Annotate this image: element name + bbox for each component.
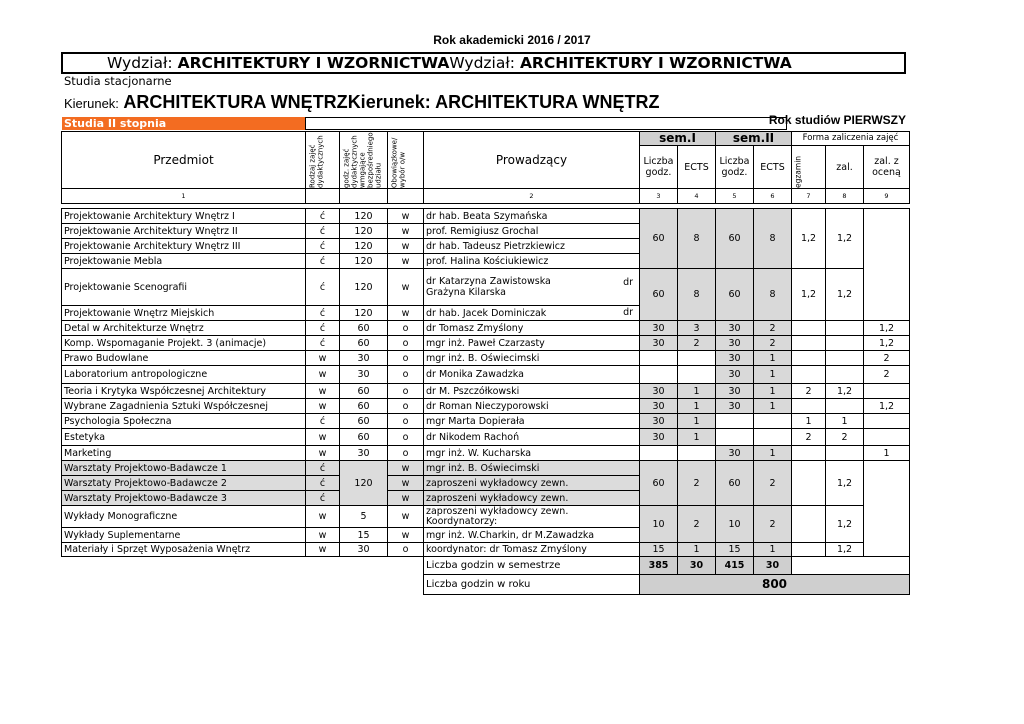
type: ć [306,414,340,429]
lecturer [424,269,640,306]
field-value-2: ARCHITEKTURA WNĘTRZ [435,92,660,112]
hours: 120 [340,239,388,254]
type: ć [306,476,340,491]
table-row [62,429,910,446]
type: w [306,351,340,366]
subject: Warsztaty Projektowo-Badawcze 2 [62,476,306,491]
lecturer-line-1: dr hab. Jacek Dominiczak [426,307,547,319]
academic-year: Rok akademicki 2016 / 2017 [433,33,591,47]
exam [792,461,826,506]
study-mode: Studia stacjonarne [64,74,172,88]
mandatory: o [388,366,424,384]
subject: Laboratorium antropologiczne [62,366,306,384]
subject: Wybrane Zagadnienia Sztuki Współczesnej [62,399,306,414]
subject: Projektowanie Mebla [62,254,306,269]
exam [792,321,826,336]
sem2-ects: 2 [754,461,792,506]
mandatory: w [388,476,424,491]
lecturer: dr Tomasz Zmyślony [424,321,640,336]
type: ć [306,209,340,224]
exam: 1,2 [792,269,826,321]
sem1-hours: 15 [640,543,678,557]
mandatory: w [388,224,424,239]
subject: Projektowanie Wnętrz Miejskich [62,306,306,321]
mandatory: o [388,429,424,446]
sem1-total-ects: 30 [678,557,716,575]
credit: 1,2 [826,543,864,557]
curriculum-table [61,131,910,595]
sem1-ects: 8 [678,209,716,269]
sem1-hours: 60 [640,209,678,269]
lecturer: mgr Marta Dopierała [424,414,640,429]
exam: 1 [792,414,826,429]
sem2-ects: 1 [754,366,792,384]
sem1-hours: 30 [640,321,678,336]
sem1-hours: 60 [640,461,678,506]
subject: Prawo Budowlane [62,351,306,366]
sem2-hours: 30 [716,351,754,366]
exam [792,336,826,351]
subject: Detal w Architekturze Wnętrz [62,321,306,336]
sem1-hours [640,446,678,461]
mandatory: w [388,209,424,224]
type: ć [306,321,340,336]
header-forma: Forma zaliczenia zajęć [792,132,910,146]
lecturer: dr Roman Nieczyporowski [424,399,640,414]
sem2-hours: 30 [716,336,754,351]
sem1-hours: 10 [640,506,678,543]
header-sem2: sem.II [716,132,792,146]
header-liczba2: Liczba godz. [716,146,754,189]
degree-level-box [305,117,787,130]
sem2-ects: 1 [754,446,792,461]
type: ć [306,336,340,351]
lecturer: mgr inż. W. Kucharska [424,446,640,461]
lecturer: mgr inż. B. Oświecimski [424,461,640,476]
sem2-ects: 1 [754,384,792,399]
hours: 120 [340,306,388,321]
sem1-hours: 30 [640,384,678,399]
sem1-ects: 2 [678,506,716,543]
sem2-hours: 15 [716,543,754,557]
table-row [62,384,910,399]
graded-credit: 1,2 [864,321,910,336]
sem1-ects: 1 [678,384,716,399]
type: w [306,446,340,461]
mandatory: w [388,461,424,476]
sem2-ects: 8 [754,269,792,321]
mandatory: o [388,414,424,429]
type: w [306,543,340,557]
mandatory: o [388,384,424,399]
credit: 1,2 [826,506,864,543]
header-ects1: ECTS [678,146,716,189]
header-zal: zal. [826,146,864,189]
exam: 2 [792,384,826,399]
graded-credit: 1,2 [864,336,910,351]
header-zal-ocena: zal. z oceną [864,146,910,189]
header-liczba1: Liczba godz. [640,146,678,189]
type: ć [306,491,340,506]
mandatory: w [388,528,424,543]
credit [826,399,864,414]
subject: Komp. Wspomaganie Projekt. 3 (animacje) [62,336,306,351]
lecturer-line-2: Koordynatorzy: [426,515,498,527]
faculty-header [61,52,906,74]
subject: Psychologia Społeczna [62,414,306,429]
degree-level: Studia II stopnia [62,117,305,130]
credit [826,351,864,366]
graded-credit: 1 [864,446,910,461]
faculty-label-2: Wydział: [449,54,515,72]
table-row [62,269,910,306]
hours: 60 [340,336,388,351]
lecturer [424,506,640,528]
sem1-ects: 1 [678,543,716,557]
header-prowadzacy: Prowadzący [424,132,640,189]
sem2-hours: 60 [716,461,754,506]
mandatory: o [388,446,424,461]
sem1-ects: 8 [678,269,716,321]
year-total-label: Liczba godzin w roku [424,575,640,595]
sem2-ects: 1 [754,351,792,366]
mandatory: w [388,269,424,306]
sem2-ects: 2 [754,321,792,336]
sem1-hours: 30 [640,399,678,414]
hours: 120 [340,461,388,506]
credit: 1,2 [826,209,864,269]
sem2-ects: 1 [754,543,792,557]
table-row [62,209,910,224]
header-przedmiot: Przedmiot [62,132,306,189]
year-total-hours: 800 [640,575,910,595]
hours: 60 [340,321,388,336]
sem2-hours: 30 [716,399,754,414]
table-row [62,543,910,557]
exam [792,506,826,543]
sem2-ects: 1 [754,399,792,414]
exam [792,543,826,557]
colnum: 6 [754,189,792,204]
hours: 120 [340,209,388,224]
sem1-ects: 2 [678,461,716,506]
type: w [306,399,340,414]
sem1-total-hours: 385 [640,557,678,575]
type: w [306,384,340,399]
colnum: 3 [640,189,678,204]
sem1-ects [678,351,716,366]
colnum: 5 [716,189,754,204]
header-ects2: ECTS [754,146,792,189]
lecturer-title: dr [623,307,633,318]
colnum: 2 [424,189,640,204]
header-egzamin: egzamin [792,146,826,189]
hours: 120 [340,269,388,306]
graded-credit [864,384,910,399]
study-year: Rok studiów PIERWSZY [768,113,906,127]
credit [826,366,864,384]
credit [826,321,864,336]
faculty-value-2: ARCHITEKTURY I WZORNICTWA [519,54,792,72]
sem2-hours: 60 [716,269,754,321]
type: ć [306,224,340,239]
field-label-2: Kierunek: [347,92,431,112]
table-row [62,399,910,414]
graded-credit: 2 [864,366,910,384]
table-row [62,336,910,351]
table-row [62,446,910,461]
hours: 60 [340,384,388,399]
subject: Warsztaty Projektowo-Badawcze 1 [62,461,306,476]
graded-credit: 2 [864,351,910,366]
header-godz: godz. zajęć dydaktycznych wmgające bezpośredniego udziału [340,132,388,189]
exam [792,351,826,366]
colnum: 1 [62,189,306,204]
type: ć [306,306,340,321]
hours: 5 [340,506,388,528]
sem2-hours: 10 [716,506,754,543]
type: ć [306,269,340,306]
credit [826,336,864,351]
exam [792,366,826,384]
mandatory: w [388,254,424,269]
subject: Materiały i Sprzęt Wyposażenia Wnętrz [62,543,306,557]
sem2-hours: 30 [716,446,754,461]
field-label: Kierunek: [64,96,119,111]
faculty-value: ARCHITEKTURY I WZORNICTWA [177,54,450,72]
lecturer-title: dr [623,277,633,288]
header-rodzaj: Rodzaj zajęć dydaktycznych [306,132,340,189]
sem2-ects [754,429,792,446]
graded-credit [864,209,910,321]
sem2-hours: 30 [716,321,754,336]
mandatory: o [388,543,424,557]
hours: 30 [340,543,388,557]
sem2-hours: 60 [716,209,754,269]
year-total-row [62,575,910,595]
subject: Projektowanie Architektury Wnętrz III [62,239,306,254]
sem2-ects: 8 [754,209,792,269]
type: ć [306,239,340,254]
colnum: 7 [792,189,826,204]
sem1-ects [678,366,716,384]
mandatory: w [388,306,424,321]
subject: Projektowanie Architektury Wnętrz I [62,209,306,224]
sem1-ects: 3 [678,321,716,336]
credit: 1 [826,414,864,429]
sem1-hours [640,366,678,384]
hours: 120 [340,254,388,269]
mandatory: o [388,399,424,414]
type: ć [306,461,340,476]
sem1-ects [678,446,716,461]
type: w [306,366,340,384]
sem1-hours: 30 [640,414,678,429]
type: w [306,429,340,446]
table-row [62,321,910,336]
subject: Projektowanie Scenografii [62,269,306,306]
sem1-hours: 30 [640,429,678,446]
sem2-ects [754,414,792,429]
table-row [62,461,910,476]
graded-credit [864,414,910,429]
lecturer: dr Nikodem Rachoń [424,429,640,446]
hours: 60 [340,414,388,429]
lecturer: mgr inż. B. Oświecimski [424,351,640,366]
sem1-ects: 2 [678,336,716,351]
graded-credit [864,429,910,446]
lecturer: zaproszeni wykładowcy zewn. [424,476,640,491]
credit: 1,2 [826,269,864,321]
field-of-study [64,92,659,113]
table-row [62,506,910,528]
exam [792,446,826,461]
lecturer: dr Monika Zawadzka [424,366,640,384]
semester-total-label: Liczba godzin w semestrze [424,557,640,575]
subject: Teoria i Krytyka Współczesnej Architektury [62,384,306,399]
lecturer-line-2: Grażyna Kilarska [426,287,506,298]
sem1-ects: 1 [678,399,716,414]
lecturer-line-1: zaproszeni wykładowcy zewn. [426,505,569,517]
type: ć [306,254,340,269]
colnum: 4 [678,189,716,204]
sem2-ects: 2 [754,506,792,543]
colnum: 9 [864,189,910,204]
graded-credit [864,461,910,557]
lecturer: dr hab. Beata Szymańska [424,209,640,224]
exam [792,399,826,414]
mandatory: w [388,239,424,254]
lecturer [424,306,640,321]
header-sem1: sem.I [640,132,716,146]
exam: 2 [792,429,826,446]
subject: Warsztaty Projektowo-Badawcze 3 [62,491,306,506]
exam: 1,2 [792,209,826,269]
lecturer-line-1: dr Katarzyna Zawistowska [426,276,551,287]
hours: 30 [340,446,388,461]
lecturer: mgr inż. Paweł Czarzasty [424,336,640,351]
credit [826,446,864,461]
table-row [62,366,910,384]
graded-credit: 1,2 [864,399,910,414]
lecturer: dr M. Pszczółkowski [424,384,640,399]
subject: Projektowanie Architektury Wnętrz II [62,224,306,239]
lecturer: prof. Halina Kościukiewicz [424,254,640,269]
subject: Estetyka [62,429,306,446]
sem1-ects: 1 [678,414,716,429]
mandatory: w [388,506,424,528]
mandatory: o [388,336,424,351]
sem1-hours: 30 [640,336,678,351]
field-value: ARCHITEKTURA WNĘTRZ [123,92,348,112]
hours: 30 [340,366,388,384]
hours: 120 [340,224,388,239]
lecturer: mgr inż. W.Charkin, dr M.Zawadzka [424,528,640,543]
header-obow: Obowiązkowe/ wybór o/w [388,132,424,189]
lecturer: zaproszeni wykładowcy zewn. [424,491,640,506]
subject: Marketing [62,446,306,461]
sem2-hours: 30 [716,384,754,399]
mandatory: o [388,321,424,336]
sem2-total-ects: 30 [754,557,792,575]
mandatory: o [388,351,424,366]
table-row [62,414,910,429]
sem2-hours [716,429,754,446]
sem1-ects: 1 [678,429,716,446]
lecturer: koordynator: dr Tomasz Zmyślony [424,543,640,557]
sem1-hours: 60 [640,269,678,321]
semester-total-row [62,557,910,575]
subject: Wykłady Monograficzne [62,506,306,528]
lecturer: dr hab. Tadeusz Pietrzkiewicz [424,239,640,254]
type: w [306,528,340,543]
hours: 60 [340,429,388,446]
mandatory: w [388,491,424,506]
credit: 2 [826,429,864,446]
type: w [306,506,340,528]
sem1-hours [640,351,678,366]
sem2-hours: 30 [716,366,754,384]
credit: 1,2 [826,461,864,506]
lecturer: prof. Remigiusz Grochal [424,224,640,239]
hours: 60 [340,399,388,414]
subject: Wykłady Suplementarne [62,528,306,543]
table-row [62,351,910,366]
faculty-label: Wydział: [107,54,173,72]
hours: 15 [340,528,388,543]
sem2-total-hours: 415 [716,557,754,575]
colnum: 8 [826,189,864,204]
sem2-ects: 2 [754,336,792,351]
sem2-hours [716,414,754,429]
credit: 1,2 [826,384,864,399]
hours: 30 [340,351,388,366]
